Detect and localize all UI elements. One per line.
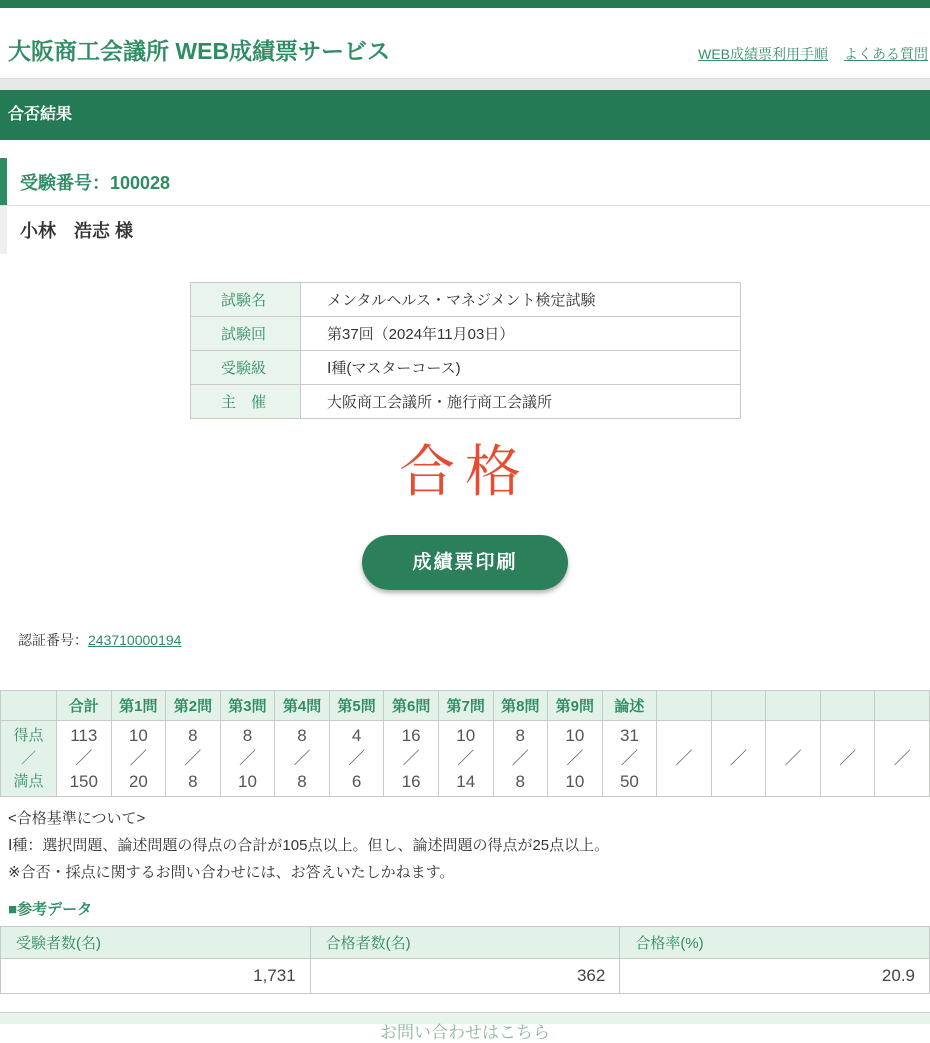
score-cell-0: 113 ／ 150 <box>57 721 112 797</box>
auth-number-link[interactable]: 243710000194 <box>88 632 182 648</box>
score-col-header-11 <box>657 691 712 721</box>
score-cell-14: ／ <box>820 721 875 797</box>
auth-number-row <box>18 630 930 650</box>
reference-value-0: 1,731 <box>1 959 311 994</box>
print-button-row <box>0 535 930 590</box>
auth-number-label: 認証番号： <box>18 632 88 648</box>
score-col-header-7: 第7問 <box>438 691 493 721</box>
score-cell-5: 4 ／ 6 <box>329 721 384 797</box>
site-header <box>0 8 930 78</box>
criteria-note: ※合否・採点に関するお問い合わせには、お答えいたしかねます。 <box>8 864 455 881</box>
exam-info-row <box>191 351 741 385</box>
reference-data-title <box>8 898 930 919</box>
score-table <box>0 690 930 797</box>
exam-info-value-0: メンタルヘルス・マネジメント検定試験 <box>301 283 741 317</box>
score-row-header <box>1 721 57 797</box>
score-col-header-4: 第4問 <box>275 691 330 721</box>
print-score-report-button[interactable]: 成績票印刷 <box>362 535 567 590</box>
score-col-header-6: 第6問 <box>384 691 439 721</box>
pass-criteria <box>8 805 930 886</box>
top-green-strip <box>0 0 930 8</box>
exam-info-label-0: 試験名 <box>191 283 301 317</box>
score-cell-3: 8 ／ 10 <box>220 721 275 797</box>
score-table-data-row <box>1 721 930 797</box>
exam-info-label-3: 主 催 <box>191 385 301 419</box>
link-usage-guide[interactable]: WEB成績票利用手順 <box>698 46 828 62</box>
score-table-header-row <box>1 691 930 721</box>
score-cell-15: ／ <box>875 721 930 797</box>
score-cell-10: 31 ／ 50 <box>602 721 657 797</box>
score-col-header-5: 第5問 <box>329 691 384 721</box>
exam-number: 受験番号：100028 <box>0 158 930 205</box>
score-cell-4: 8 ／ 8 <box>275 721 330 797</box>
pass-status: 合格 <box>399 440 531 503</box>
site-title: 大阪商工会議所 WEB成績票サービス <box>8 38 391 64</box>
score-table-corner-cell <box>1 691 57 721</box>
score-row-header-line3: 満点 <box>13 773 44 790</box>
score-cell-11: ／ <box>657 721 712 797</box>
gray-divider-strip <box>0 78 930 90</box>
score-cell-13: ／ <box>766 721 821 797</box>
square-marker-icon: ■ <box>8 901 18 918</box>
exam-info-value-1: 第37回（2024年11月03日） <box>301 317 741 351</box>
score-col-header-0: 合計 <box>57 691 112 721</box>
score-cell-6: 16 ／ 16 <box>384 721 439 797</box>
score-col-header-8: 第8問 <box>493 691 548 721</box>
exam-info-row <box>191 317 741 351</box>
score-col-header-14 <box>820 691 875 721</box>
score-row-header-slash: ／ <box>20 750 36 767</box>
exam-info-row <box>191 283 741 317</box>
candidate-name: 小林 浩志 様 <box>0 206 930 254</box>
score-col-header-15 <box>875 691 930 721</box>
exam-info-value-2: Ⅰ種(マスターコース) <box>301 351 741 385</box>
reference-data-row <box>1 959 930 994</box>
exam-info-label-2: 受験級 <box>191 351 301 385</box>
score-cell-7: 10 ／ 14 <box>438 721 493 797</box>
footer-clipped-text: お問い合わせはこちら <box>380 1023 550 1042</box>
exam-info-row <box>191 385 741 419</box>
score-col-header-3: 第3問 <box>220 691 275 721</box>
score-col-header-13 <box>766 691 821 721</box>
criteria-heading: <合格基準について> <box>8 810 146 827</box>
result-section-bar: 合否結果 <box>0 90 930 140</box>
score-col-header-12 <box>711 691 766 721</box>
reference-col-header-0: 受験者数(名) <box>1 927 311 959</box>
criteria-rule: Ⅰ種：選択問題、論述問題の得点の合計が105点以上。但し、論述問題の得点が25点以上。 <box>8 837 610 854</box>
reference-col-header-2: 合格率(%) <box>620 927 930 959</box>
score-cell-8: 8 ／ 8 <box>493 721 548 797</box>
link-faq[interactable]: よくある質問 <box>844 46 928 62</box>
score-col-header-2: 第2問 <box>166 691 221 721</box>
reference-value-2: 20.9 <box>620 959 930 994</box>
score-cell-12: ／ <box>711 721 766 797</box>
reference-data-title-text: 参考データ <box>17 901 93 918</box>
score-col-header-1: 第1問 <box>111 691 166 721</box>
reference-header-row <box>1 927 930 959</box>
score-col-header-10: 論述 <box>602 691 657 721</box>
score-cell-9: 10 ／ 10 <box>548 721 603 797</box>
exam-info-label-1: 試験回 <box>191 317 301 351</box>
reference-data-table <box>0 926 930 994</box>
exam-info-table <box>190 282 741 419</box>
header-links <box>698 44 928 66</box>
score-row-header-line1: 得点 <box>13 727 44 744</box>
reference-col-header-1: 合格者数(名) <box>310 927 620 959</box>
score-cell-2: 8 ／ 8 <box>166 721 221 797</box>
exam-info-value-3: 大阪商工会議所・施行商工会議所 <box>301 385 741 419</box>
score-cell-1: 10 ／ 20 <box>111 721 166 797</box>
score-col-header-9: 第9問 <box>548 691 603 721</box>
reference-value-1: 362 <box>310 959 620 994</box>
footer-band <box>0 1012 930 1042</box>
candidate-block <box>0 158 930 206</box>
